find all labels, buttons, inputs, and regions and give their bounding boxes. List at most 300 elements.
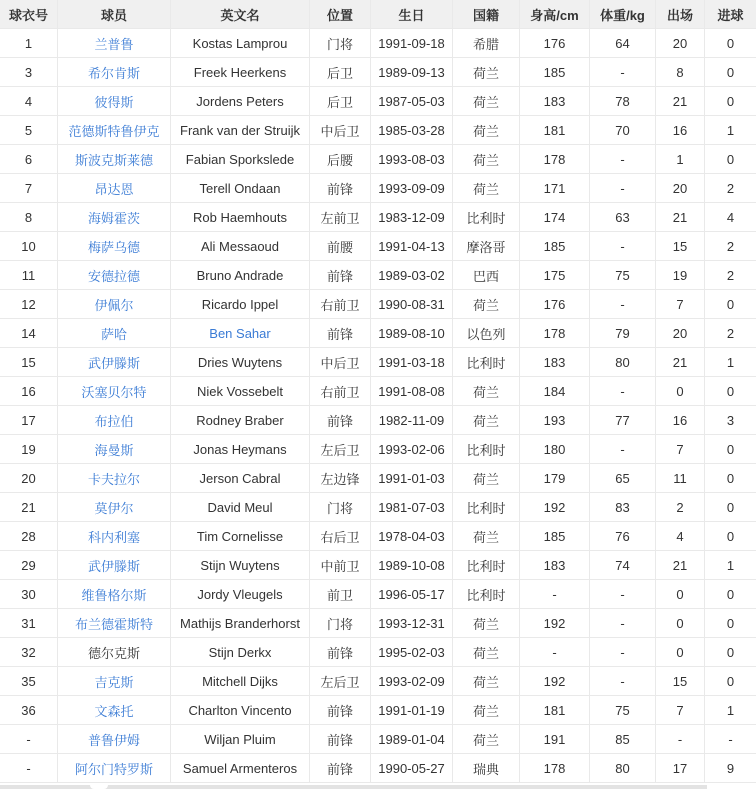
cell-number: 11 <box>0 261 58 290</box>
cell-nationality: 荷兰 <box>453 522 520 551</box>
column-header-name: 球员 <box>58 0 171 29</box>
strip-notch <box>90 785 108 789</box>
cell-weight: 80 <box>590 754 656 783</box>
cell-goals: 0 <box>705 580 756 609</box>
cell-weight: 64 <box>590 29 656 58</box>
cell-birthday: 1991-03-18 <box>371 348 453 377</box>
cell-weight: - <box>590 377 656 406</box>
cell-nationality: 比利时 <box>453 493 520 522</box>
cell-number: 16 <box>0 377 58 406</box>
cell-goals: 0 <box>705 522 756 551</box>
cell-weight: 76 <box>590 522 656 551</box>
cell-nationality: 以色列 <box>453 319 520 348</box>
cell-goals: 0 <box>705 609 756 638</box>
cell-nationality: 比利时 <box>453 203 520 232</box>
table-row <box>0 464 756 493</box>
cell-en_name: Ali Messaoud <box>171 232 310 261</box>
cell-name <box>58 551 171 580</box>
cell-position: 左边锋 <box>310 464 371 493</box>
cell-height: 184 <box>520 377 590 406</box>
cell-goals: - <box>705 725 756 754</box>
cell-en_name: Kostas Lamprou <box>171 29 310 58</box>
player-name-link[interactable]: 昂达恩 <box>94 182 133 197</box>
cell-position: 门将 <box>310 29 371 58</box>
cell-position: 后卫 <box>310 87 371 116</box>
player-name-link[interactable]: 普鲁伊姆 <box>88 733 140 748</box>
cell-name <box>58 174 171 203</box>
cell-birthday: 1995-02-03 <box>371 638 453 667</box>
cell-weight: 78 <box>590 87 656 116</box>
cell-name <box>58 290 171 319</box>
cell-height: - <box>520 638 590 667</box>
cell-goals: 0 <box>705 377 756 406</box>
cell-appearances: 21 <box>656 551 705 580</box>
cell-birthday: 1991-01-03 <box>371 464 453 493</box>
cell-nationality: 希腊 <box>453 29 520 58</box>
player-name-link[interactable]: 梅萨乌德 <box>88 240 140 255</box>
cell-en_name: David Meul <box>171 493 310 522</box>
cell-birthday: 1989-08-10 <box>371 319 453 348</box>
column-header-birthday: 生日 <box>371 0 453 29</box>
cell-height: 180 <box>520 435 590 464</box>
cell-appearances: 0 <box>656 638 705 667</box>
cell-number: 14 <box>0 319 58 348</box>
cell-goals: 1 <box>705 348 756 377</box>
cell-nationality: 荷兰 <box>453 464 520 493</box>
player-name-link[interactable]: 希尔肯斯 <box>88 66 140 81</box>
cell-name <box>58 87 171 116</box>
cell-name <box>58 609 171 638</box>
cell-name <box>58 29 171 58</box>
cell-en_name: Tim Cornelisse <box>171 522 310 551</box>
table-row <box>0 29 756 58</box>
cell-goals: 2 <box>705 232 756 261</box>
cell-goals: 4 <box>705 203 756 232</box>
cell-position: 前锋 <box>310 319 371 348</box>
column-header-goals: 进球 <box>705 0 756 29</box>
cell-en_name: Jerson Cabral <box>171 464 310 493</box>
cell-number: 36 <box>0 696 58 725</box>
cell-appearances: 19 <box>656 261 705 290</box>
cell-en_name <box>171 319 310 348</box>
cell-height: 181 <box>520 116 590 145</box>
player-name-link[interactable]: 布拉伯 <box>94 414 133 429</box>
cell-appearances: 0 <box>656 580 705 609</box>
player-name-link[interactable]: 海姆霍茨 <box>88 211 140 226</box>
cell-birthday: 1993-02-06 <box>371 435 453 464</box>
cell-position: 后腰 <box>310 145 371 174</box>
cell-weight: 74 <box>590 551 656 580</box>
cell-appearances: 20 <box>656 174 705 203</box>
cell-height: 183 <box>520 348 590 377</box>
cell-number: 12 <box>0 290 58 319</box>
cell-nationality: 荷兰 <box>453 290 520 319</box>
cell-position: 右后卫 <box>310 522 371 551</box>
cell-number: 32 <box>0 638 58 667</box>
table-row <box>0 116 756 145</box>
table-row <box>0 435 756 464</box>
cell-goals: 9 <box>705 754 756 783</box>
cell-name <box>58 493 171 522</box>
cell-birthday: 1991-08-08 <box>371 377 453 406</box>
cell-name <box>58 696 171 725</box>
cell-position: 左后卫 <box>310 667 371 696</box>
cell-appearances: 0 <box>656 609 705 638</box>
cell-number: 35 <box>0 667 58 696</box>
table-row <box>0 609 756 638</box>
cell-number: 3 <box>0 58 58 87</box>
cell-position: 前锋 <box>310 696 371 725</box>
cell-birthday: 1987-05-03 <box>371 87 453 116</box>
cell-number: - <box>0 725 58 754</box>
cell-nationality: 瑞典 <box>453 754 520 783</box>
cell-weight: 75 <box>590 696 656 725</box>
cell-birthday: 1991-04-13 <box>371 232 453 261</box>
cell-weight: 75 <box>590 261 656 290</box>
cell-en_name: Mitchell Dijks <box>171 667 310 696</box>
cell-weight: - <box>590 609 656 638</box>
cell-position: 左前卫 <box>310 203 371 232</box>
cell-goals: 1 <box>705 116 756 145</box>
cell-nationality: 荷兰 <box>453 58 520 87</box>
cell-nationality: 荷兰 <box>453 667 520 696</box>
cell-en_name: Stijn Derkx <box>171 638 310 667</box>
cell-birthday: 1993-12-31 <box>371 609 453 638</box>
column-header-number: 球衣号 <box>0 0 58 29</box>
cell-appearances: 7 <box>656 435 705 464</box>
table-body <box>0 29 756 783</box>
cell-weight: - <box>590 232 656 261</box>
table-row <box>0 638 756 667</box>
cell-goals: 0 <box>705 29 756 58</box>
bottom-strip <box>0 785 707 789</box>
cell-goals: 0 <box>705 667 756 696</box>
player-name-link[interactable]: 沃塞贝尔特 <box>81 385 146 400</box>
cell-birthday: 1990-05-27 <box>371 754 453 783</box>
cell-height: - <box>520 580 590 609</box>
cell-en_name: Niek Vossebelt <box>171 377 310 406</box>
cell-number: 17 <box>0 406 58 435</box>
player-name-link[interactable]: 吉克斯 <box>94 675 133 690</box>
cell-goals: 0 <box>705 435 756 464</box>
cell-goals: 2 <box>705 261 756 290</box>
cell-en_name: Ricardo Ippel <box>171 290 310 319</box>
cell-height: 179 <box>520 464 590 493</box>
cell-number: 21 <box>0 493 58 522</box>
cell-birthday: 1993-08-03 <box>371 145 453 174</box>
cell-weight: 63 <box>590 203 656 232</box>
cell-name <box>58 464 171 493</box>
cell-weight: 85 <box>590 725 656 754</box>
cell-en_name: Terell Ondaan <box>171 174 310 203</box>
cell-height: 178 <box>520 754 590 783</box>
cell-goals: 0 <box>705 493 756 522</box>
cell-birthday: 1985-03-28 <box>371 116 453 145</box>
cell-birthday: 1978-04-03 <box>371 522 453 551</box>
column-header-weight: 体重/kg <box>590 0 656 29</box>
table-row <box>0 319 756 348</box>
cell-nationality: 荷兰 <box>453 638 520 667</box>
player-en-name-link[interactable]: Ben Sahar <box>209 326 270 341</box>
table-row <box>0 696 756 725</box>
cell-position: 前锋 <box>310 261 371 290</box>
cell-goals: 0 <box>705 638 756 667</box>
cell-height: 185 <box>520 58 590 87</box>
cell-position: 中前卫 <box>310 551 371 580</box>
cell-goals: 2 <box>705 174 756 203</box>
cell-appearances: 15 <box>656 232 705 261</box>
table-row <box>0 580 756 609</box>
cell-nationality: 荷兰 <box>453 145 520 174</box>
player-name-link[interactable]: 阿尔门特罗斯 <box>75 762 153 777</box>
cell-weight: 65 <box>590 464 656 493</box>
header-row <box>0 0 756 29</box>
cell-height: 178 <box>520 319 590 348</box>
cell-height: 192 <box>520 667 590 696</box>
cell-appearances: 0 <box>656 377 705 406</box>
cell-weight: 80 <box>590 348 656 377</box>
table-row <box>0 203 756 232</box>
cell-position: 前锋 <box>310 754 371 783</box>
cell-name <box>58 377 171 406</box>
table-row <box>0 348 756 377</box>
cell-height: 174 <box>520 203 590 232</box>
cell-appearances: 1 <box>656 145 705 174</box>
cell-position: 前卫 <box>310 580 371 609</box>
cell-height: 192 <box>520 493 590 522</box>
cell-weight: 77 <box>590 406 656 435</box>
cell-goals: 2 <box>705 319 756 348</box>
cell-birthday: 1996-05-17 <box>371 580 453 609</box>
cell-en_name: Frank van der Struijk <box>171 116 310 145</box>
cell-en_name: Jordens Peters <box>171 87 310 116</box>
cell-en_name: Freek Heerkens <box>171 58 310 87</box>
cell-birthday: 1989-10-08 <box>371 551 453 580</box>
player-name-link[interactable]: 武伊滕斯 <box>88 356 140 371</box>
cell-birthday: 1982-11-09 <box>371 406 453 435</box>
cell-nationality: 荷兰 <box>453 406 520 435</box>
column-header-nationality: 国籍 <box>453 0 520 29</box>
cell-number: 19 <box>0 435 58 464</box>
table-row <box>0 754 756 783</box>
table-row <box>0 290 756 319</box>
cell-appearances: 16 <box>656 116 705 145</box>
cell-en_name: Charlton Vincento <box>171 696 310 725</box>
player-name-link[interactable]: 科内利塞 <box>88 530 140 545</box>
cell-number: 7 <box>0 174 58 203</box>
cell-nationality: 荷兰 <box>453 174 520 203</box>
cell-nationality: 比利时 <box>453 580 520 609</box>
cell-height: 185 <box>520 522 590 551</box>
cell-appearances: 21 <box>656 203 705 232</box>
cell-name <box>58 406 171 435</box>
cell-position: 右前卫 <box>310 290 371 319</box>
column-header-position: 位置 <box>310 0 371 29</box>
cell-height: 171 <box>520 174 590 203</box>
cell-nationality: 荷兰 <box>453 116 520 145</box>
table-row <box>0 725 756 754</box>
cell-name: 德尔克斯 <box>58 638 171 667</box>
cell-birthday: 1989-03-02 <box>371 261 453 290</box>
table-row <box>0 232 756 261</box>
cell-height: 175 <box>520 261 590 290</box>
table-row <box>0 261 756 290</box>
cell-number: 4 <box>0 87 58 116</box>
cell-nationality: 比利时 <box>453 551 520 580</box>
player-name-link[interactable]: 维鲁格尔斯 <box>81 588 146 603</box>
cell-position: 前锋 <box>310 638 371 667</box>
cell-number: - <box>0 754 58 783</box>
player-name-link[interactable]: 兰普鲁 <box>94 37 133 52</box>
cell-birthday: 1989-09-13 <box>371 58 453 87</box>
cell-appearances: 15 <box>656 667 705 696</box>
cell-en_name: Samuel Armenteros <box>171 754 310 783</box>
cell-birthday: 1991-01-19 <box>371 696 453 725</box>
player-name-link[interactable]: 范德斯特鲁伊克 <box>68 124 159 139</box>
table-row <box>0 58 756 87</box>
cell-number: 31 <box>0 609 58 638</box>
cell-weight: - <box>590 145 656 174</box>
player-name-link[interactable]: 伊佩尔 <box>94 298 133 313</box>
cell-en_name: Fabian Sporkslede <box>171 145 310 174</box>
cell-position: 前锋 <box>310 406 371 435</box>
cell-weight: - <box>590 174 656 203</box>
cell-birthday: 1990-08-31 <box>371 290 453 319</box>
cell-name <box>58 348 171 377</box>
cell-birthday: 1993-09-09 <box>371 174 453 203</box>
cell-name <box>58 203 171 232</box>
cell-number: 30 <box>0 580 58 609</box>
cell-number: 6 <box>0 145 58 174</box>
cell-appearances: 20 <box>656 29 705 58</box>
player-name-link[interactable]: 卡夫拉尔 <box>88 472 140 487</box>
cell-position: 后卫 <box>310 58 371 87</box>
cell-appearances: 4 <box>656 522 705 551</box>
cell-appearances: 20 <box>656 319 705 348</box>
cell-height: 185 <box>520 232 590 261</box>
cell-weight: - <box>590 667 656 696</box>
cell-goals: 3 <box>705 406 756 435</box>
table-row <box>0 551 756 580</box>
cell-weight: - <box>590 58 656 87</box>
cell-nationality: 比利时 <box>453 435 520 464</box>
cell-weight: 79 <box>590 319 656 348</box>
cell-weight: - <box>590 638 656 667</box>
table-row <box>0 406 756 435</box>
player-name-link[interactable]: 萨哈 <box>101 327 127 342</box>
cell-name <box>58 261 171 290</box>
cell-goals: 0 <box>705 87 756 116</box>
cell-en_name: Mathijs Branderhorst <box>171 609 310 638</box>
player-name-link[interactable]: 彼得斯 <box>94 95 133 110</box>
cell-en_name: Stijn Wuytens <box>171 551 310 580</box>
cell-height: 181 <box>520 696 590 725</box>
cell-position: 中后卫 <box>310 348 371 377</box>
cell-weight: 83 <box>590 493 656 522</box>
cell-position: 中后卫 <box>310 116 371 145</box>
cell-appearances: 17 <box>656 754 705 783</box>
cell-height: 193 <box>520 406 590 435</box>
player-name-link[interactable]: 武伊滕斯 <box>88 559 140 574</box>
cell-appearances: 2 <box>656 493 705 522</box>
cell-birthday: 1983-12-09 <box>371 203 453 232</box>
cell-goals: 0 <box>705 290 756 319</box>
cell-position: 门将 <box>310 609 371 638</box>
cell-en_name: Jordy Vleugels <box>171 580 310 609</box>
cell-name <box>58 580 171 609</box>
cell-weight: - <box>590 435 656 464</box>
cell-en_name: Jonas Heymans <box>171 435 310 464</box>
cell-en_name: Rodney Braber <box>171 406 310 435</box>
cell-name <box>58 522 171 551</box>
cell-birthday: 1989-01-04 <box>371 725 453 754</box>
player-name-link[interactable]: 海曼斯 <box>94 443 133 458</box>
cell-nationality: 荷兰 <box>453 696 520 725</box>
cell-nationality: 巴西 <box>453 261 520 290</box>
table-row <box>0 522 756 551</box>
cell-height: 192 <box>520 609 590 638</box>
cell-goals: 1 <box>705 696 756 725</box>
cell-appearances: 16 <box>656 406 705 435</box>
player-name-link[interactable]: 斯波克斯莱德 <box>75 153 153 168</box>
player-name-link[interactable]: 莫伊尔 <box>94 501 133 516</box>
cell-birthday: 1981-07-03 <box>371 493 453 522</box>
cell-goals: 0 <box>705 58 756 87</box>
cell-weight: - <box>590 290 656 319</box>
cell-position: 右前卫 <box>310 377 371 406</box>
cell-nationality: 荷兰 <box>453 87 520 116</box>
player-name-link[interactable]: 文森托 <box>94 704 133 719</box>
cell-nationality: 摩洛哥 <box>453 232 520 261</box>
cell-name <box>58 667 171 696</box>
cell-height: 178 <box>520 145 590 174</box>
table-row <box>0 377 756 406</box>
cell-number: 15 <box>0 348 58 377</box>
cell-appearances: 7 <box>656 696 705 725</box>
cell-appearances: 21 <box>656 348 705 377</box>
cell-position: 前腰 <box>310 232 371 261</box>
cell-number: 28 <box>0 522 58 551</box>
cell-position: 前锋 <box>310 725 371 754</box>
cell-weight: 70 <box>590 116 656 145</box>
cell-height: 176 <box>520 29 590 58</box>
cell-height: 191 <box>520 725 590 754</box>
cell-name <box>58 145 171 174</box>
cell-appearances: - <box>656 725 705 754</box>
cell-appearances: 8 <box>656 58 705 87</box>
cell-number: 10 <box>0 232 58 261</box>
cell-nationality: 比利时 <box>453 348 520 377</box>
cell-position: 门将 <box>310 493 371 522</box>
table-row <box>0 493 756 522</box>
cell-number: 5 <box>0 116 58 145</box>
cell-en_name: Wiljan Pluim <box>171 725 310 754</box>
cell-number: 8 <box>0 203 58 232</box>
cell-number: 20 <box>0 464 58 493</box>
cell-position: 左后卫 <box>310 435 371 464</box>
cell-nationality: 荷兰 <box>453 377 520 406</box>
table-row <box>0 667 756 696</box>
player-name-link[interactable]: 安德拉德 <box>88 269 140 284</box>
player-name-link[interactable]: 布兰德霍斯特 <box>75 617 153 632</box>
cell-en_name: Rob Haemhouts <box>171 203 310 232</box>
column-header-height: 身高/cm <box>520 0 590 29</box>
cell-goals: 0 <box>705 145 756 174</box>
cell-name <box>58 116 171 145</box>
cell-nationality: 荷兰 <box>453 725 520 754</box>
table-row <box>0 145 756 174</box>
cell-name <box>58 319 171 348</box>
